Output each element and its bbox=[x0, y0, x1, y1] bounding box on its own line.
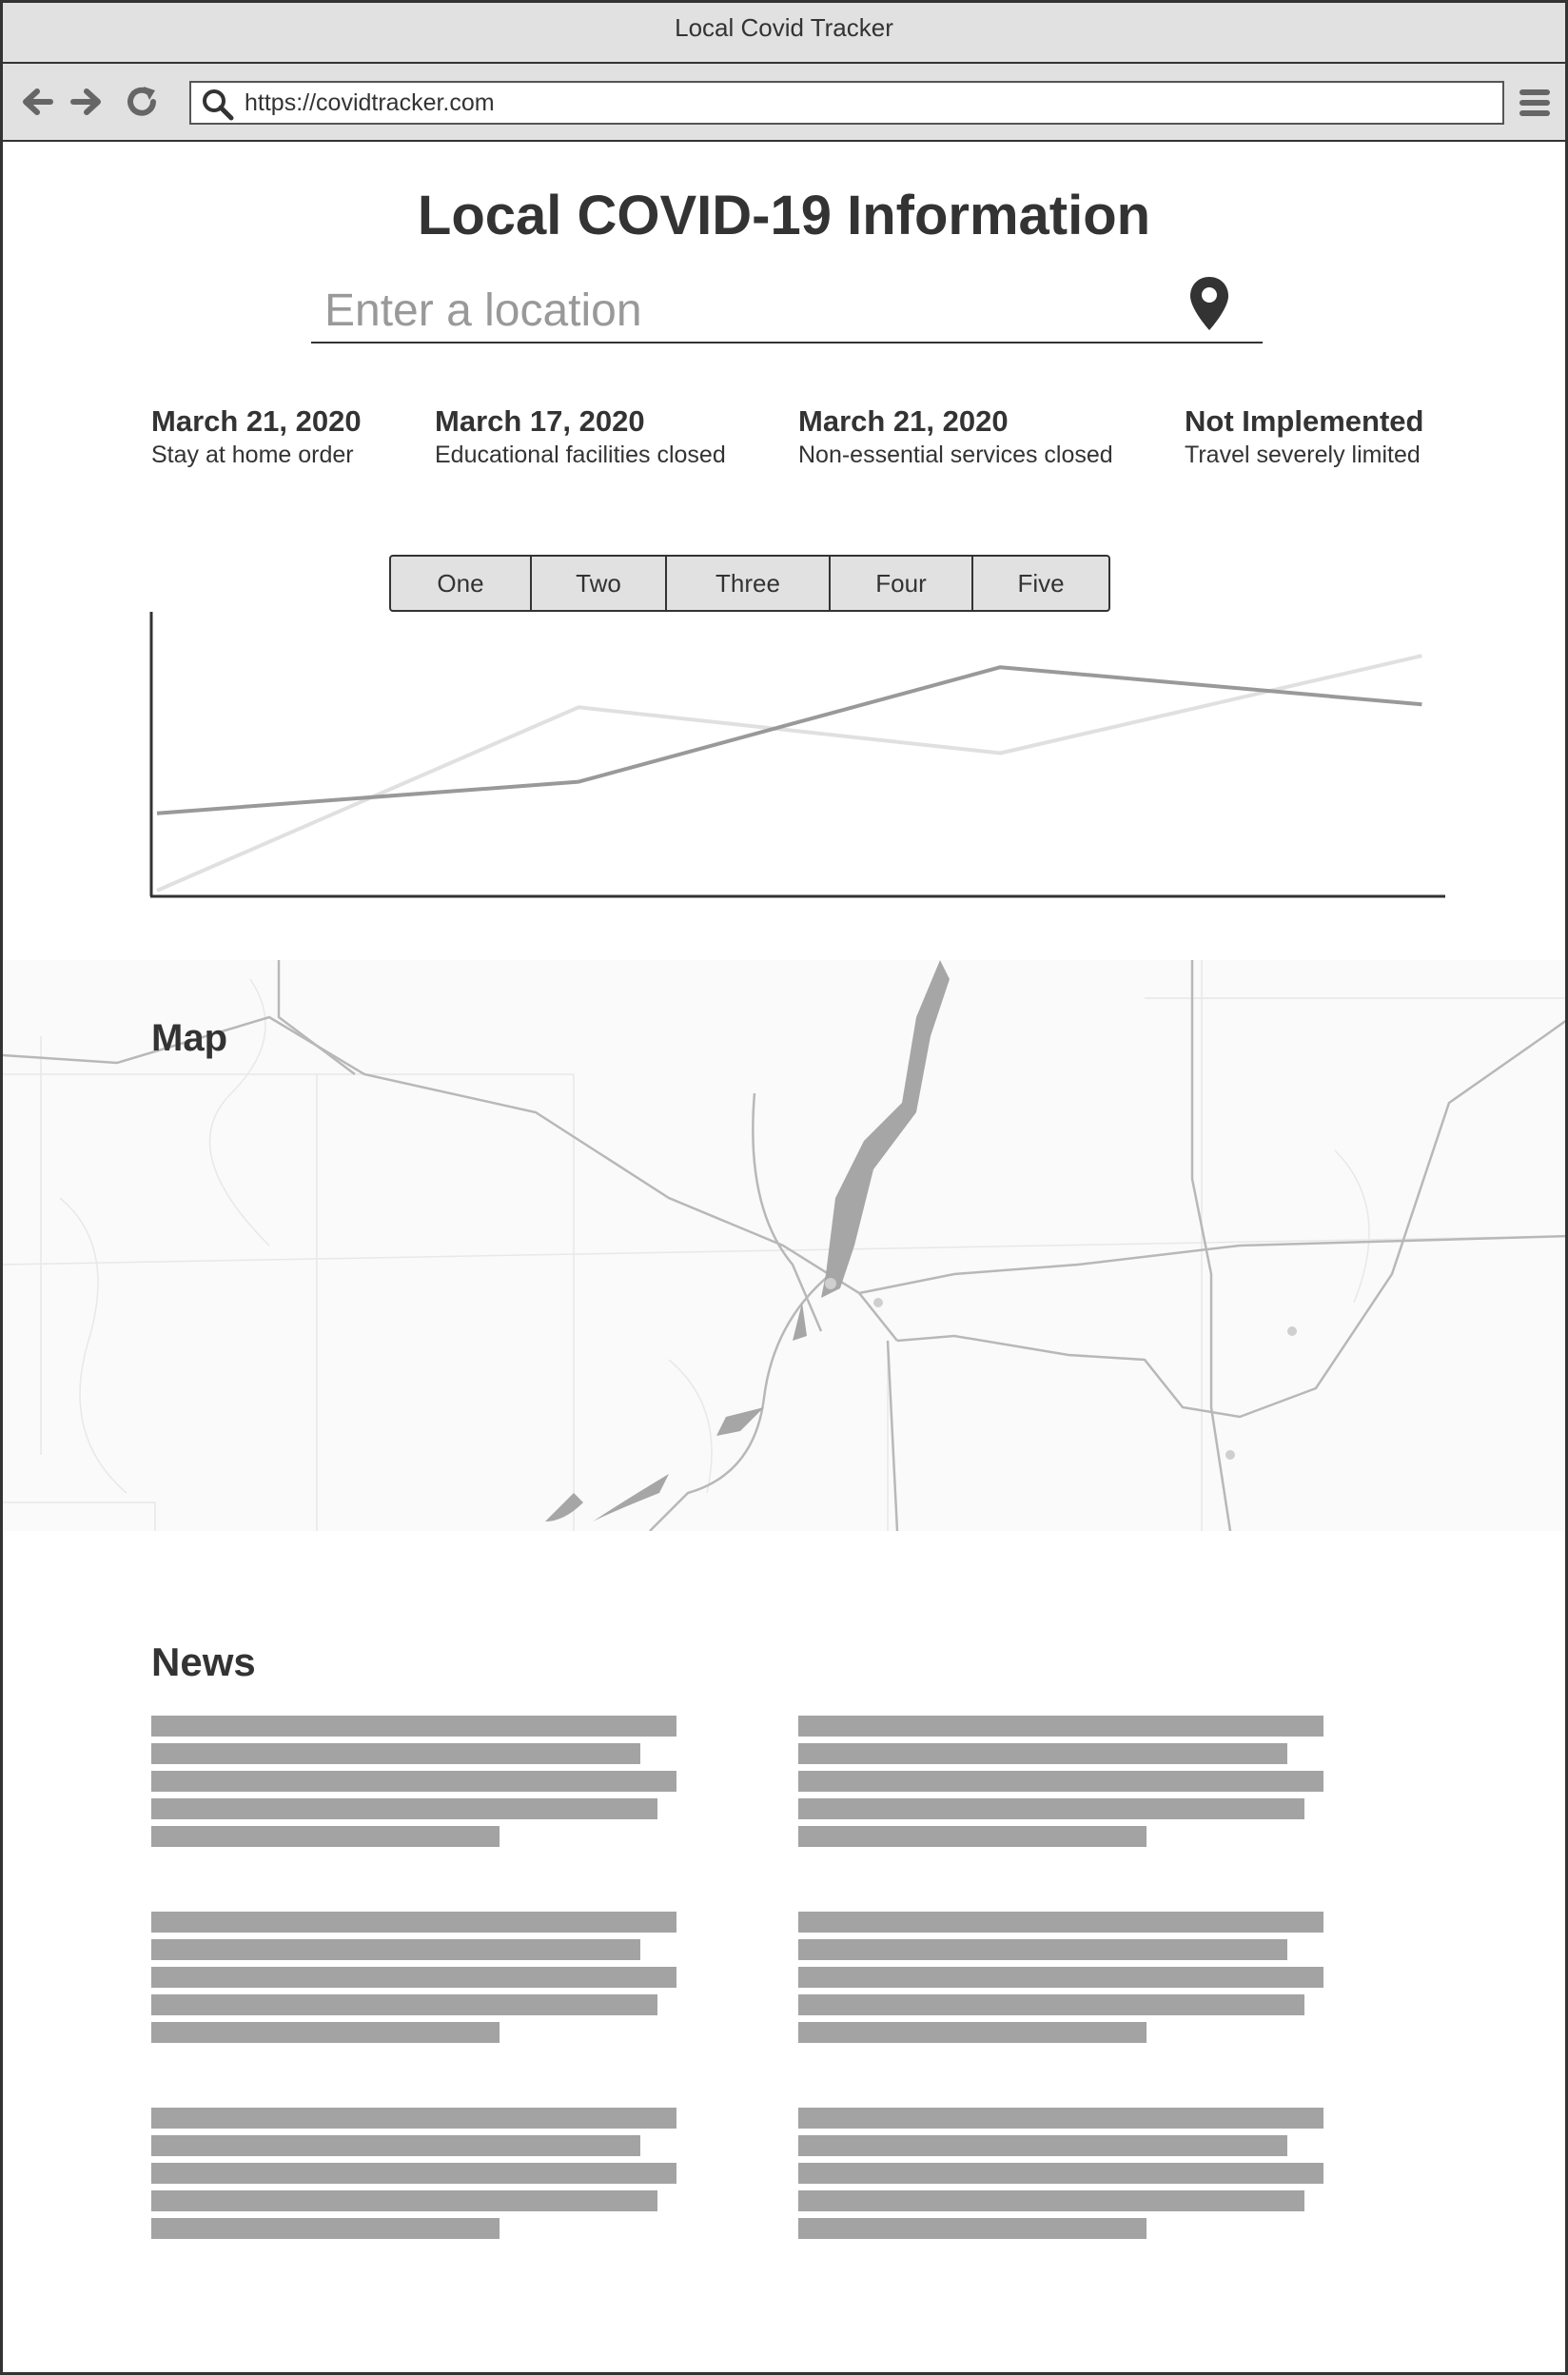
browser-toolbar bbox=[3, 64, 1565, 142]
text-placeholder-line bbox=[798, 1967, 1323, 1988]
stat-date: March 21, 2020 bbox=[151, 404, 362, 438]
text-placeholder-line bbox=[798, 2218, 1147, 2239]
news-article[interactable] bbox=[151, 1912, 676, 2050]
map-background bbox=[3, 960, 1568, 1531]
line-chart bbox=[149, 610, 1447, 901]
address-bar[interactable] bbox=[189, 81, 1504, 125]
stat-non-essential bbox=[798, 402, 1113, 469]
stat-date: Not Implemented bbox=[1185, 404, 1424, 438]
stat-desc: Travel severely limited bbox=[1185, 442, 1421, 468]
map-view[interactable] bbox=[3, 960, 1568, 1531]
text-placeholder-line bbox=[798, 1743, 1287, 1764]
location-input[interactable] bbox=[323, 281, 1183, 340]
text-placeholder-line bbox=[798, 1716, 1323, 1737]
page-title: Local COVID-19 Information bbox=[417, 185, 1151, 246]
text-placeholder-line bbox=[151, 2135, 640, 2156]
text-placeholder-line bbox=[798, 1826, 1147, 1847]
text-placeholder-line bbox=[798, 1939, 1287, 1960]
stat-stay-at-home bbox=[151, 402, 362, 469]
tab-two[interactable]: Two bbox=[532, 557, 667, 610]
chart-line-series-dark bbox=[157, 667, 1421, 814]
stat-travel bbox=[1185, 402, 1423, 469]
tab-five[interactable]: Five bbox=[1017, 569, 1065, 598]
back-arrow-icon[interactable] bbox=[18, 83, 56, 121]
chart-tabs bbox=[389, 555, 1110, 612]
text-placeholder-line bbox=[151, 1771, 676, 1792]
news-heading: News bbox=[151, 1639, 256, 1684]
stat-date: March 21, 2020 bbox=[798, 404, 1009, 438]
stat-desc: Educational facilities closed bbox=[435, 442, 726, 468]
map-heading: Map bbox=[151, 1017, 227, 1059]
news-article[interactable] bbox=[151, 2108, 676, 2246]
text-placeholder-line bbox=[798, 2163, 1323, 2184]
tab-one[interactable]: One bbox=[391, 557, 532, 610]
text-placeholder-line bbox=[151, 1798, 657, 1819]
news-article[interactable] bbox=[798, 1912, 1323, 2050]
text-placeholder-line bbox=[798, 1798, 1304, 1819]
search-icon bbox=[201, 88, 235, 122]
text-placeholder-line bbox=[798, 1912, 1323, 1933]
text-placeholder-line bbox=[151, 2108, 676, 2129]
text-placeholder-line bbox=[798, 1771, 1323, 1792]
text-placeholder-line bbox=[151, 2022, 500, 2043]
text-placeholder-line bbox=[798, 2022, 1147, 2043]
stat-date: March 17, 2020 bbox=[435, 404, 645, 438]
text-placeholder-line bbox=[151, 1994, 657, 2015]
reload-icon[interactable] bbox=[123, 83, 161, 121]
text-placeholder-line bbox=[151, 2190, 657, 2211]
stat-educational bbox=[435, 402, 726, 469]
news-article[interactable] bbox=[798, 2108, 1323, 2246]
news-article[interactable] bbox=[151, 1716, 676, 1854]
text-placeholder-line bbox=[151, 2218, 500, 2239]
tab-four[interactable]: Four bbox=[831, 557, 973, 610]
text-placeholder-line bbox=[151, 1912, 676, 1933]
news-article[interactable] bbox=[798, 1716, 1323, 1854]
text-placeholder-line bbox=[798, 2108, 1323, 2129]
location-search bbox=[311, 275, 1263, 343]
text-placeholder-line bbox=[151, 1939, 640, 1960]
text-placeholder-line bbox=[151, 1743, 640, 1764]
location-pin-icon[interactable] bbox=[1188, 275, 1230, 332]
menu-icon[interactable] bbox=[1518, 87, 1552, 119]
stat-desc: Stay at home order bbox=[151, 442, 354, 468]
text-placeholder-line bbox=[151, 2163, 676, 2184]
stat-desc: Non-essential services closed bbox=[798, 442, 1113, 468]
text-placeholder-line bbox=[151, 1967, 676, 1988]
text-placeholder-line bbox=[151, 1826, 500, 1847]
text-placeholder-line bbox=[798, 2135, 1287, 2156]
window-title: Local Covid Tracker bbox=[3, 3, 1565, 64]
url-text: https://covidtracker.com bbox=[245, 89, 495, 116]
forward-arrow-icon[interactable] bbox=[68, 83, 106, 121]
text-placeholder-line bbox=[798, 2190, 1304, 2211]
text-placeholder-line bbox=[151, 1716, 676, 1737]
chart-line-series-light bbox=[157, 656, 1421, 891]
tab-three[interactable]: Three bbox=[667, 557, 831, 610]
text-placeholder-line bbox=[798, 1994, 1304, 2015]
